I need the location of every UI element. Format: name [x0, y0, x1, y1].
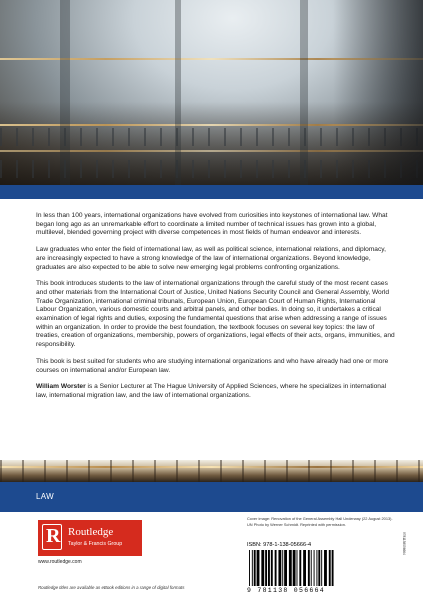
- barcode-bar: [278, 550, 281, 586]
- barcode-bar: [321, 550, 322, 586]
- routledge-r-icon: [42, 524, 62, 550]
- photo-beam: [60, 0, 70, 185]
- barcode-bar: [308, 550, 310, 586]
- cover-photo-bottom: [0, 460, 423, 482]
- barcode-bar: [299, 550, 301, 586]
- author-bio: [36, 383, 396, 400]
- barcode-bar: [282, 550, 283, 586]
- publisher-name: Routledge: [68, 526, 114, 538]
- isbn-barcode: [247, 542, 387, 596]
- barcode-bar: [314, 550, 315, 586]
- blurb-paragraph: Law graduates who enter the field of international law, as well as political science, international relations, and diplomacy, are increasingly expected to have a strong knowledge of the law of international organizations. Beyond knowledge, graduates are also expected to be able to solve new emerging legal problems confronting organizations.: [36, 246, 386, 271]
- barcode-bar: [303, 550, 306, 586]
- author-bio-text: is a Senior Lecturer at The Hague University of Applied Sciences, where he specializes in international law, international migration law, and the law of international organizations.: [36, 383, 387, 399]
- barcode-bar: [254, 550, 256, 586]
- barcode-bar: [252, 550, 253, 586]
- barcode-bar: [329, 550, 331, 586]
- barcode-bar: [284, 550, 287, 586]
- barcode-bar: [275, 550, 277, 586]
- barcode-bar: [324, 550, 327, 586]
- photo-beam: [175, 0, 181, 185]
- blurb-paragraph: This book introduces students to the law of international organizations through the careful study of the most recent cases and other materials from the International Court of Justice, United Nations Security Council and General Assembly, World Trade Organization, international criminal tribunals, European Union, European Court of Human Rights, International Labour Organization, various domestic courts and arbitral panels, and other bodies. In doing so, it undertakes a critical examination of legal rights and duties, exposing the fundamental questions that arise when addressing a range of issues within an organization. In order to provide the best foundation, the textbook focuses on several key topics: the law of treaties, creation of organizations, membership, powers of organizations, legal effects of their acts, organs, immunities, and responsibility.: [36, 280, 395, 349]
- blurb-text: [36, 212, 396, 409]
- author-name: William Worster: [36, 383, 86, 391]
- photo-shadow: [333, 0, 423, 185]
- barcode-bar: [271, 550, 273, 586]
- supplementary-code: [398, 532, 410, 596]
- publisher-group: Taylor & Francis Group: [68, 541, 123, 547]
- barcode-bar: [318, 550, 320, 586]
- cover-photo-top: [0, 0, 423, 185]
- publisher-website: www.routledge.com: [38, 559, 82, 565]
- bottom-panel: [0, 512, 423, 600]
- routledge-r-letter: R: [46, 525, 61, 547]
- barcode-bar: [249, 550, 250, 586]
- barcode-bar: [293, 550, 296, 586]
- barcode-bar: [297, 550, 298, 586]
- blurb-paragraph: In less than 100 years, international organizations have evolved from curiosities into keystones of international law. What began long ago as an unremarkable effort to coordinate a limited number of technical issues has grown into a global, multilevel, blended governing project with diverse competences in most fields of human endeavor and interests.: [36, 212, 388, 237]
- barcode-bar: [289, 550, 292, 586]
- blurb-paragraph: This book is best suited for students who are studying international organizations and who have already had one or more courses on international and/or European law.: [36, 357, 389, 374]
- photo-beam: [300, 0, 308, 185]
- barcode-bar: [265, 550, 267, 586]
- credit-line: UN Photo by Werner Schmidt. Reprinted with permission.: [247, 521, 346, 527]
- subject-bar: [0, 482, 423, 512]
- barcode-bar: [261, 550, 264, 586]
- photo-posts: [0, 460, 423, 482]
- barcode-bar: [257, 550, 260, 586]
- barcode-graphic: [247, 550, 387, 588]
- supplementary-code-text: 9781138056664: [402, 532, 406, 555]
- barcode-bar: [316, 550, 317, 586]
- cover-image-credit: [247, 516, 395, 527]
- barcode-bar: [268, 550, 270, 586]
- isbn-label: ISBN: 978-1-138-05666-4: [247, 542, 312, 548]
- barcode-bar: [311, 550, 312, 586]
- subject-label: LAW: [36, 492, 54, 501]
- barcode-digits: 9 781138 056664: [247, 587, 326, 594]
- barcode-bar: [332, 550, 334, 586]
- ebook-note: Routledge titles are available as eBook editions in a range of digital formats: [38, 585, 185, 590]
- publisher-logo: [38, 520, 142, 556]
- top-blue-band: [0, 185, 423, 199]
- credit-line: Cover image: Renovation of the General Assembly Hall Underway (22 August 2013).: [247, 516, 393, 521]
